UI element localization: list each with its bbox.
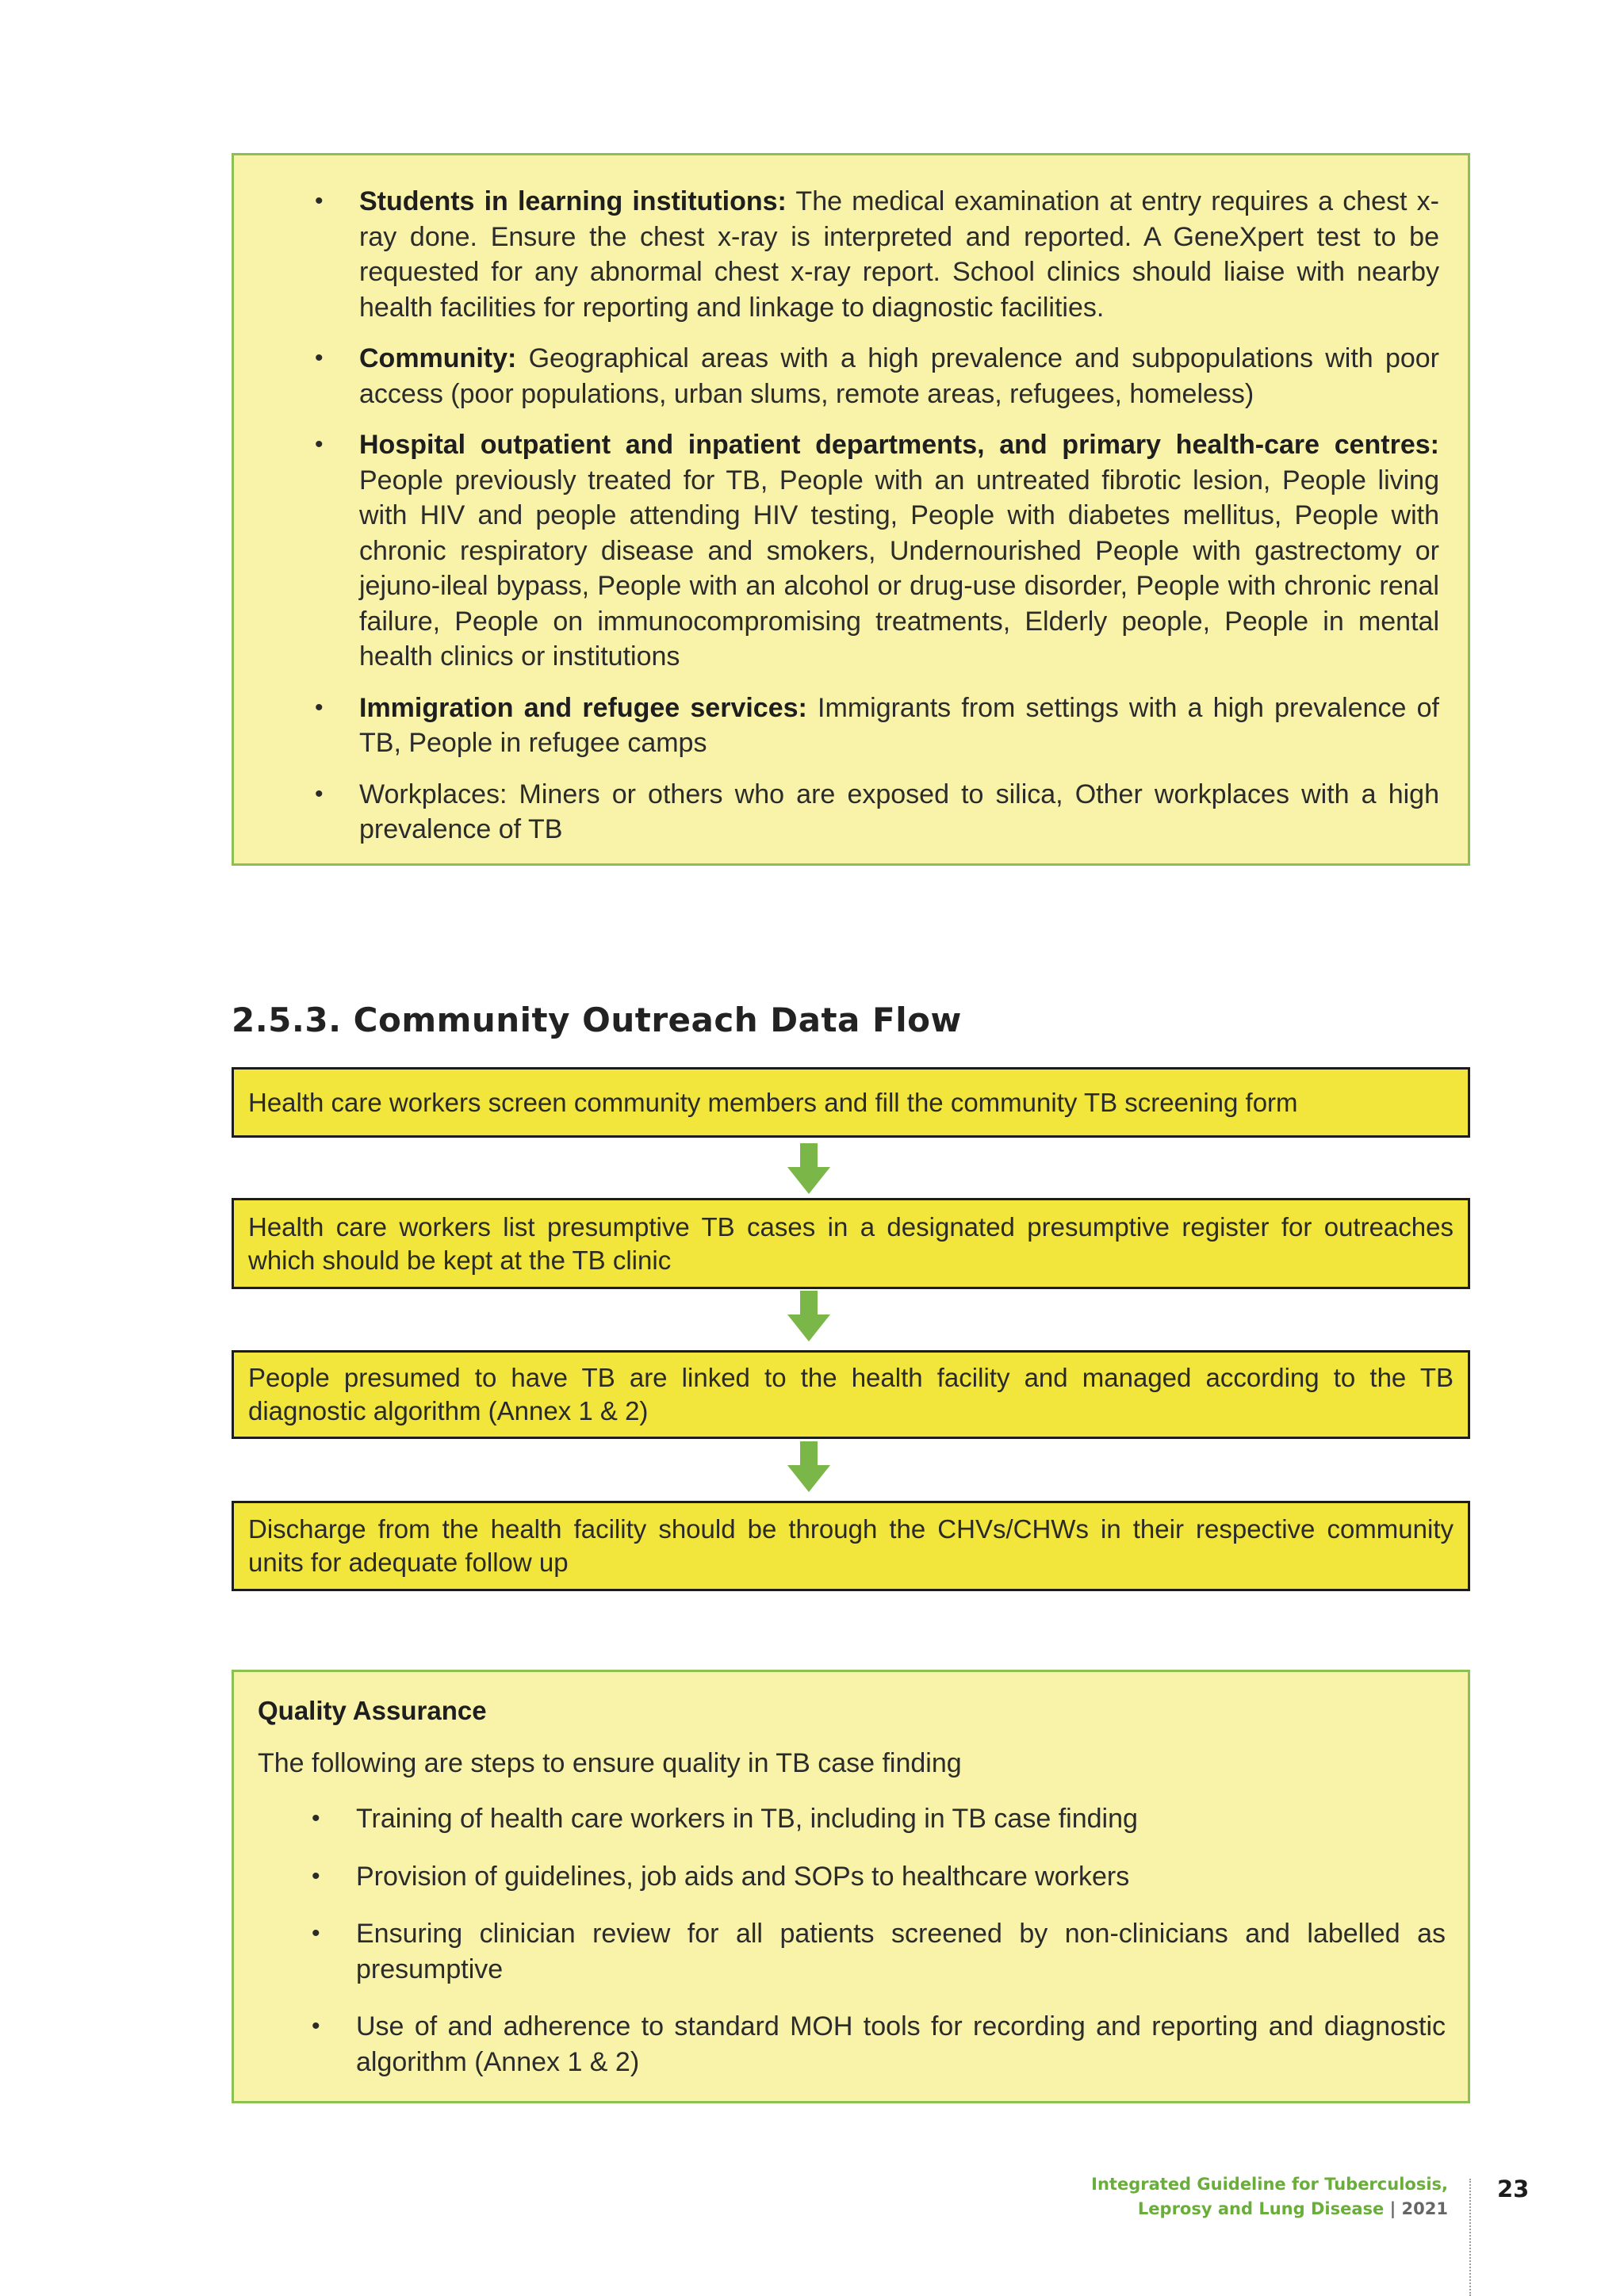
list-item <box>312 2009 1446 2080</box>
footer-divider <box>1469 2179 1471 2296</box>
footer-line-2 <box>1091 2197 1448 2221</box>
flow-step-2 <box>232 1198 1470 1289</box>
item-text: Training of health care workers in TB, including in TB case finding <box>356 1804 1138 1834</box>
bullet: • <box>315 431 324 457</box>
bullet: • <box>315 345 324 371</box>
flow-step-text: People presumed to have TB are linked to the health facility and managed according to the TB diagnostic algorithm (Annex 1 & 2) <box>248 1363 1454 1425</box>
flow-step-1 <box>232 1067 1470 1138</box>
bullet: • <box>312 1920 320 1946</box>
list-item <box>315 427 1439 675</box>
list-item <box>312 1916 1446 1987</box>
item-text: Immigrants from settings with a high prevalence of TB, People in refugee camps <box>359 692 1439 758</box>
item-text: Workplaces: Miners or others who are exposed to silica, Other workplaces with a high prevalence of TB <box>359 779 1439 844</box>
list-item <box>315 777 1439 848</box>
page-number: 23 <box>1497 2175 1530 2202</box>
item-text: Use of and adherence to standard MOH tools for recording and reporting and diagnostic algorithm (Annex 1 & 2) <box>356 2011 1446 2077</box>
bullet: • <box>315 780 324 807</box>
item-text: Geographical areas with a high prevalence and subpopulations with poor access (poor populations, urban slums, remote areas, refugees, homeless) <box>359 343 1439 409</box>
down-arrow-icon <box>787 1291 830 1341</box>
list-item <box>315 691 1439 761</box>
list-item <box>312 1801 1446 1837</box>
item-text: Provision of guidelines, job aids and SOPs to healthcare workers <box>356 1861 1130 1892</box>
item-label: Immigration and refugee services: <box>359 692 807 723</box>
footer-separator: | <box>1389 2199 1396 2218</box>
item-label: Community: <box>359 343 517 373</box>
flow-step-text: Health care workers list presumptive TB cases in a designated presumptive register for outreaches which should be kept at the TB clinic <box>248 1211 1454 1275</box>
item-text: People previously treated for TB, People with an untreated fibrotic lesion, People living with HIV and people attending HIV testing, People with diabetes mellitus, People with chronic respiratory disease and smokers, Undernourished People with gastrectomy or jejuno-ileal bypass, People with an alcohol or drug-use disorder, People with chronic renal failure, People on immunocompromising treatments, Elderly people, People in mental health clinics or institutions <box>359 465 1439 672</box>
qa-list <box>258 1801 1446 2080</box>
bullet: • <box>315 694 324 721</box>
down-arrow-icon <box>787 1143 830 1194</box>
item-label: Hospital outpatient and inpatient departments, and primary health-care centres: <box>359 430 1439 460</box>
screening-populations-box <box>232 153 1470 866</box>
item-text: The medical examination at entry requires a chest x-ray done. Ensure the chest x-ray is interpreted and reported. A GeneXpert test to be requested for any abnormal chest x-ray report. School clinics should liaise with nearby health facilities for reporting and linkage to diagnostic facilities. <box>359 186 1439 323</box>
quality-assurance-box <box>232 1670 1470 2103</box>
bullet: • <box>312 1805 320 1831</box>
bullet: • <box>315 188 324 214</box>
flow-step-4 <box>232 1501 1470 1591</box>
list-item <box>315 184 1439 325</box>
flow-step-text: Discharge from the health facility should be through the CHVs/CHWs in their respective community units for adequate follow up <box>248 1514 1454 1577</box>
item-text: Ensuring clinician review for all patients screened by non-clinicians and labelled as presumptive <box>356 1919 1446 1984</box>
item-label: Students in learning institutions: <box>359 186 787 216</box>
section-title: 2.5.3. Community Outreach Data Flow <box>232 1001 962 1039</box>
list-item <box>315 341 1439 411</box>
footer-year: 2021 <box>1401 2199 1448 2218</box>
footer-line-1: Integrated Guideline for Tuberculosis, <box>1091 2175 1448 2194</box>
flow-step-3 <box>232 1350 1470 1439</box>
flow-step-text: Health care workers screen community members and fill the community TB screening form <box>248 1087 1298 1117</box>
footer-line-2-text: Leprosy and Lung Disease <box>1137 2199 1385 2218</box>
footer-document-title <box>1091 2172 1448 2221</box>
bullet: • <box>312 2013 320 2039</box>
screening-list <box>234 184 1439 848</box>
qa-title: Quality Assurance <box>258 1696 487 1725</box>
list-item <box>312 1859 1446 1895</box>
down-arrow-icon <box>787 1441 830 1492</box>
qa-intro: The following are steps to ensure quality in TB case finding <box>258 1748 962 1778</box>
bullet: • <box>312 1862 320 1889</box>
